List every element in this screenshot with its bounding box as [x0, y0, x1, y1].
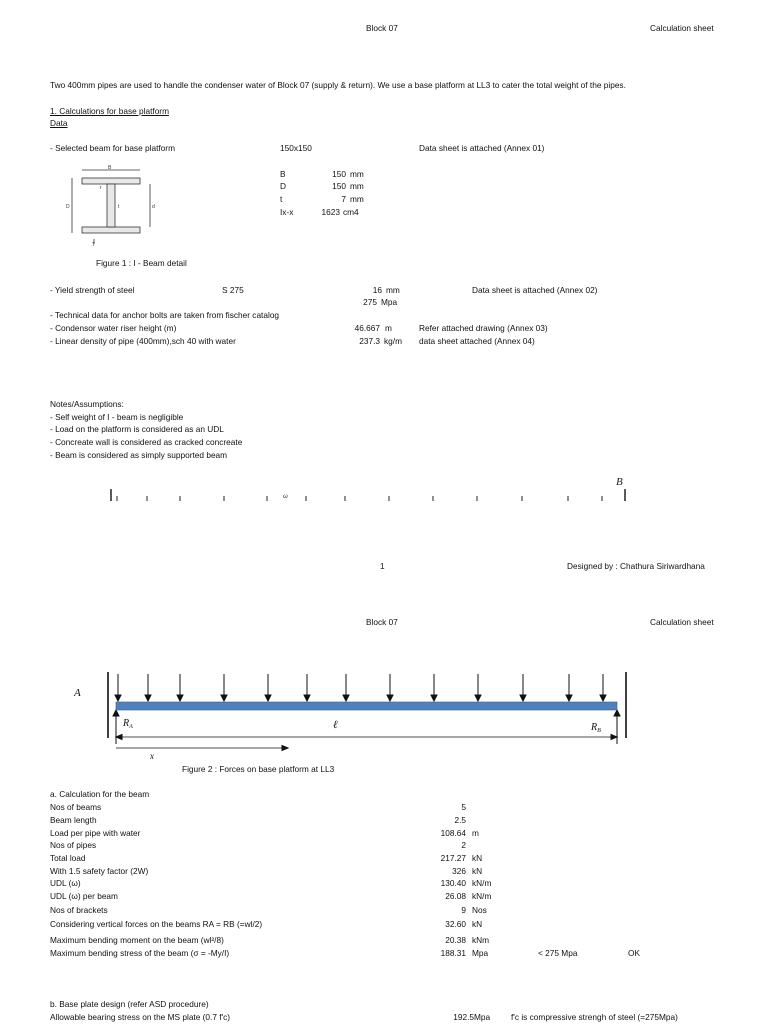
- prop-unit: mm: [350, 194, 364, 204]
- stress-result: OK: [628, 948, 640, 958]
- calc-unit: kN/m: [472, 878, 492, 888]
- calc-unit: m: [472, 828, 479, 838]
- forces-diagram: [60, 668, 640, 764]
- calc-unit: Mpa: [472, 948, 489, 958]
- section-b-title: b. Base plate design (refer ASD procedure): [50, 999, 209, 1009]
- calc-value: 188.31: [440, 948, 466, 958]
- density-label: - Linear density of pipe (400mm),sch 40 with water: [50, 336, 236, 346]
- bearing-row: [50, 1012, 750, 1024]
- calc-row: [50, 866, 750, 878]
- label-RB-sub: B: [597, 728, 601, 734]
- prop-unit: cm4: [343, 207, 359, 217]
- beam-label-d: d: [152, 204, 155, 210]
- note-item: - Beam is considered as simply supported beam: [50, 450, 228, 460]
- page2-header-title: Calculation sheet: [650, 617, 714, 627]
- yield-val-unit: Mpa: [381, 297, 398, 307]
- bearing-unit: Mpa: [474, 1012, 491, 1022]
- stress-compare: < 275 Mpa: [538, 948, 578, 958]
- calc-value: 20.38: [445, 935, 466, 945]
- section1-title: 1. Calculations for base platform: [50, 106, 169, 116]
- calc-row: [50, 905, 750, 917]
- calc-label: Maximum bending stress of the beam (σ = -My/I): [50, 948, 230, 958]
- prop-val: 1623: [321, 207, 340, 217]
- yield-grade: S 275: [222, 285, 244, 295]
- prop-val: 150: [332, 181, 346, 191]
- calc-row: [50, 828, 750, 840]
- header-block: Block 07: [366, 23, 398, 33]
- header-title: Calculation sheet: [650, 23, 714, 33]
- bearing-value: 192.5: [453, 1012, 474, 1022]
- beam-label-D: D: [66, 204, 70, 210]
- label-RB: R: [591, 722, 598, 733]
- density-unit: kg/m: [384, 336, 402, 346]
- label-l: ℓ: [333, 719, 338, 731]
- calc-label: Nos of beams: [50, 802, 102, 812]
- calc-value: 217.27: [440, 853, 466, 863]
- yield-note: Data sheet is attached (Annex 02): [472, 285, 598, 295]
- calc-value: 130.40: [440, 878, 466, 888]
- calc-label: With 1.5 safety factor (2W): [50, 866, 149, 876]
- calc-unit: kNm: [472, 935, 490, 945]
- note-item: - Concreate wall is considered as cracked concreate: [50, 437, 243, 447]
- calc-label: UDL (ω) per beam: [50, 891, 118, 901]
- bearing-label: Allowable bearing stress on the MS plate (0.7 f'c): [50, 1012, 231, 1022]
- calc-row: [50, 878, 750, 890]
- prop-unit: mm: [350, 181, 364, 191]
- udl-arrows: [115, 674, 606, 701]
- label-x: x: [150, 751, 154, 761]
- riser-note: Refer attached drawing (Annex 03): [419, 323, 548, 333]
- calc-row: [50, 891, 750, 903]
- section-a-title: a. Calculation for the beam: [50, 789, 150, 799]
- figure2-caption: Figure 2 : Forces on base platform at LL3: [182, 764, 335, 774]
- beam-bar: [116, 702, 617, 710]
- yield-thk-unit: mm: [386, 285, 400, 295]
- page2-header-block: Block 07: [366, 617, 398, 627]
- density-val: 237.3: [359, 336, 380, 346]
- note-item: - Load on the platform is considered as an UDL: [50, 424, 224, 434]
- calc-unit: Nos: [472, 905, 487, 915]
- label-A: A: [74, 687, 81, 699]
- calc-row: [50, 948, 750, 960]
- bearing-note: f'c is compressive strengh of steel (=275Mpa): [511, 1012, 678, 1022]
- intro-text: Two 400mm pipes are used to handle the condenser water of Block 07 (supply & return). We use a base platform at LL3 to cater the total weight of the pipes.: [50, 80, 626, 90]
- calc-label: Considering vertical forces on the beams RA = RB (=wl/2): [50, 919, 263, 929]
- calc-value: 108.64: [440, 828, 466, 838]
- calc-unit: kN: [472, 853, 483, 863]
- technical-text: - Technical data for anchor bolts are taken from fischer catalog: [50, 310, 280, 320]
- yield-label: - Yield strength of steel: [50, 285, 135, 295]
- calc-row: [50, 840, 750, 852]
- beam-label-t: t: [118, 204, 120, 210]
- note-item: - Self weight of I - beam is negligible: [50, 412, 184, 422]
- calc-value: 326: [452, 866, 466, 876]
- beam-label-b: B: [108, 165, 112, 171]
- prop-sym: t: [280, 194, 283, 204]
- calc-unit: kN/m: [472, 891, 492, 901]
- calc-unit: kN: [472, 866, 483, 876]
- calc-row: [50, 935, 750, 947]
- calc-label: UDL (ω): [50, 878, 81, 888]
- yield-thk: 16: [372, 285, 382, 295]
- prop-sym: Ix-x: [280, 207, 294, 217]
- prop-sym: D: [280, 181, 286, 191]
- selected-beam-label: - Selected beam for base platform: [50, 143, 175, 153]
- i-beam-diagram: [64, 164, 160, 248]
- calc-row: [50, 919, 750, 931]
- calc-value: 5: [461, 802, 466, 812]
- beam-strip-fragment: [100, 472, 640, 506]
- yield-val: 275: [363, 297, 377, 307]
- figure1-caption: Figure 1 : I - Beam detail: [96, 258, 187, 268]
- density-note: data sheet attached (Annex 04): [419, 336, 535, 346]
- riser-unit: m: [385, 323, 392, 333]
- calc-label: Maximum bending moment on the beam (wl²/8): [50, 935, 224, 945]
- label-RA: R: [123, 718, 130, 729]
- calc-value: 2.5: [454, 815, 466, 825]
- calc-row: [50, 802, 750, 814]
- calc-label: Load per pipe with water: [50, 828, 141, 838]
- calc-value: 26.08: [445, 891, 466, 901]
- calc-row: [50, 815, 750, 827]
- riser-label: - Condensor water riser height (m): [50, 323, 177, 333]
- footer-page-number: 1: [380, 561, 385, 571]
- calc-row: [50, 853, 750, 865]
- selected-beam-value: 150x150: [280, 143, 312, 153]
- selected-beam-note: Data sheet is attached (Annex 01): [419, 143, 545, 153]
- data-title: Data: [50, 118, 68, 128]
- prop-val: 7: [341, 194, 346, 204]
- calc-label: Nos of brackets: [50, 905, 108, 915]
- beam-label-T: T: [92, 242, 96, 248]
- prop-unit: mm: [350, 169, 364, 179]
- beam-label-r: r: [100, 185, 102, 191]
- footer-designed-by: Designed by : Chathura Siriwardhana: [567, 561, 705, 571]
- calc-value: 9: [461, 905, 466, 915]
- prop-val: 150: [332, 169, 346, 179]
- prop-sym: B: [280, 169, 286, 179]
- label-RA-sub: A: [129, 724, 133, 730]
- calc-label: Beam length: [50, 815, 97, 825]
- calc-label: Nos of pipes: [50, 840, 97, 850]
- calc-label: Total load: [50, 853, 86, 863]
- calc-value: 2: [461, 840, 466, 850]
- notes-title: Notes/Assumptions:: [50, 399, 124, 409]
- strip-label-w: ω: [283, 494, 288, 500]
- calc-unit: kN: [472, 919, 483, 929]
- strip-label-B: B: [616, 476, 623, 488]
- riser-val: 46.667: [354, 323, 380, 333]
- calc-value: 32.60: [445, 919, 466, 929]
- svg-text:RA: [122, 718, 133, 730]
- svg-text:RB: [590, 722, 601, 734]
